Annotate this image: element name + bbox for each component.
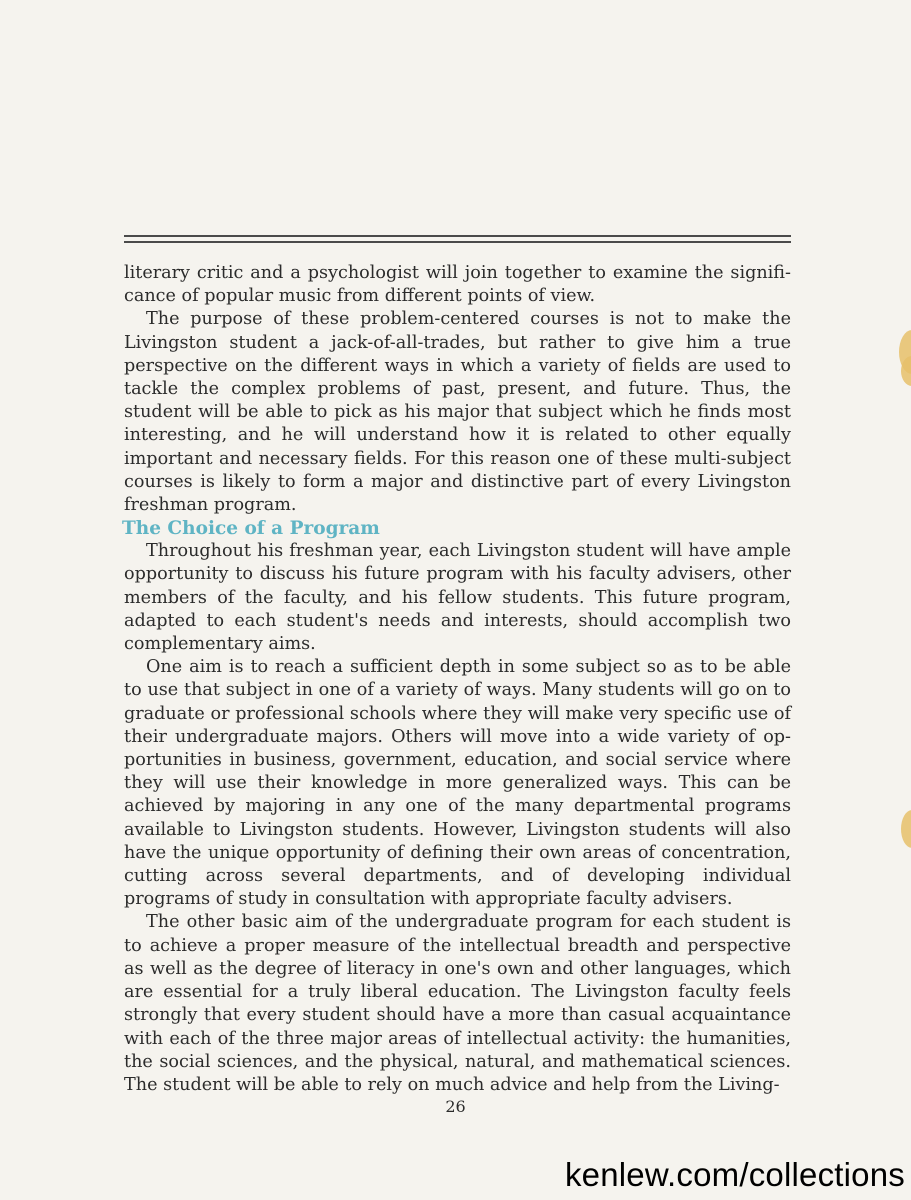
paper-stain (901, 356, 911, 386)
page-number: 26 (445, 1097, 466, 1116)
paragraph: literary critic and a psychologist will join together to examine the significance of popular music from different points of view. (124, 263, 791, 307)
body-text (124, 262, 791, 1097)
top-rule-second (124, 241, 791, 243)
paragraph: The purpose of these problem-centered courses is not to make the Livingston student a jack-of-all-trades, but rather to give him a true perspective on the different ways in which a variety of fields are used to tackle the complex problems of past, present, and future. Thus, the student will be able to pick as his major that subject which he finds most interesting, and he will understand how it is related to other equally important and necessary fields. For this reason one of these multi-subject courses is likely to form a major and distinctive part of every Livingston freshman program. (124, 309, 791, 516)
top-rule (124, 235, 791, 237)
paper-stain (901, 810, 911, 848)
section-heading: The Choice of a Program (122, 518, 380, 540)
paragraph: One aim is to reach a sufficient depth in some subject so as to be able to use that subject in one of a variety of ways. Many students will go on to graduate or professional schools where they will make very specific use of their undergraduate majors. Others will move into a wide variety of opportunities in business, government, education, and social service where they will use their knowledge in more generalized ways. This can be achieved by majoring in any one of the many departmental programs available to Livingston students. However, Livingston students will also have the unique opportunity of defining their own areas of concentration, cutting across several departments, and of developing individual programs of study in consultation with appropriate faculty advisers. (124, 657, 791, 910)
watermark-text: kenlew.com/collections (564, 1156, 905, 1193)
paragraph: The other basic aim of the undergraduate program for each student is to achieve a proper measure of the intellectual breadth and perspective as well as the degree of literacy in one's own and other languages, which are essential for a truly liberal education. The Livingston faculty feels strongly that every student should have a more than casual acquaintance with each of the three major areas of intellectual activity: the humanities, the social sciences, and the physical, natural, and mathematical sciences. The student will be able to rely on much advice and help from the Living- (124, 912, 791, 1095)
paragraph: Throughout his freshman year, each Livingston student will have ample opportunity to discuss his future program with his faculty advisers, other members of the faculty, and his fellow students. This future program, adapted to each student's needs and interests, should accomplish two complementary aims. (124, 541, 791, 655)
